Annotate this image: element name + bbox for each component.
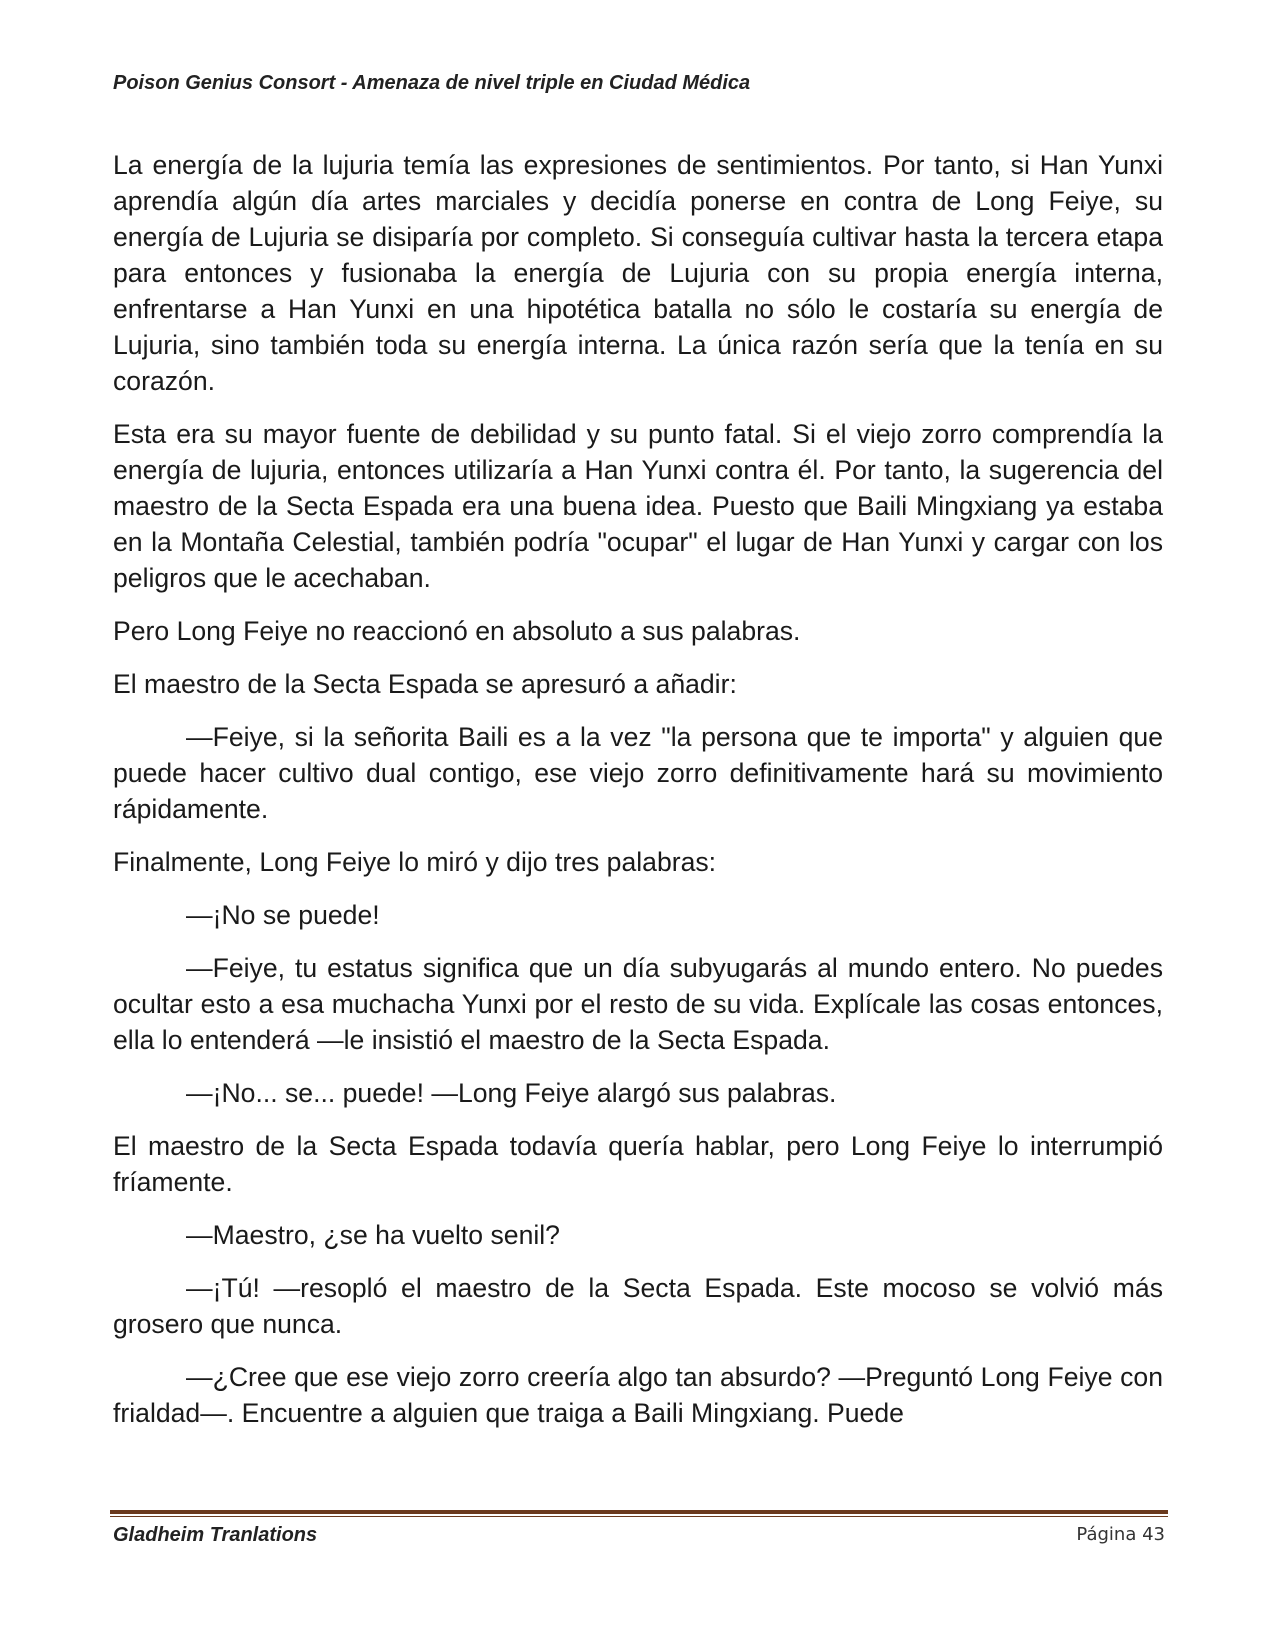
page-label: Página bbox=[1076, 1524, 1137, 1545]
footer-credit: Gladheim Tranlations bbox=[113, 1524, 318, 1546]
paragraph: El maestro de la Secta Espada todavía quería hablar, pero Long Feiye lo interrumpió fríamente. bbox=[113, 1131, 1163, 1197]
paragraph: La energía de la lujuria temía las expresiones de sentimientos. Por tanto, si Han Yunxi aprendía algún día artes marciales y decidía ponerse en contra de Long Feiye, su energía de Lujuria se disiparía por completo. Si conseguía cultivar hasta la tercera etapa para entonces y fusionaba la energía de Lujuria con su propia energía interna, enfrentarse a Han Yunxi en una hipotética batalla no sólo le costaría su energía de Lujuria, sino también toda su energía interna. La única razón sería que la tenía en su corazón. bbox=[113, 150, 1163, 396]
footer-rule-thin bbox=[110, 1516, 1168, 1517]
page-number bbox=[1076, 1524, 1165, 1545]
running-header: Poison Genius Consort - Amenaza de nivel triple en Ciudad Médica bbox=[113, 72, 751, 94]
paragraph: El maestro de la Secta Espada se apresuró a añadir: bbox=[113, 669, 737, 699]
dialogue-paragraph: —¡No se puede! bbox=[186, 900, 380, 930]
page-number-value: 43 bbox=[1142, 1524, 1165, 1545]
dialogue-paragraph: —¿Cree que ese viejo zorro creería algo tan absurdo? —Preguntó Long Feiye con frialdad—. Encuentre a alguien que traiga a Baili Mingxiang. Puede bbox=[113, 1362, 1163, 1428]
footer-rule bbox=[110, 1510, 1168, 1514]
paragraph: Pero Long Feiye no reaccionó en absoluto a sus palabras. bbox=[113, 616, 801, 646]
dialogue-paragraph: —Feiye, tu estatus significa que un día subyugarás al mundo entero. No puedes ocultar esto a esa muchacha Yunxi por el resto de su vida. Explícale las cosas entonces, ella lo entenderá —le insistió el maestro de la Secta Espada. bbox=[113, 953, 1163, 1055]
dialogue-paragraph: —¡No... se... puede! —Long Feiye alargó sus palabras. bbox=[186, 1078, 837, 1108]
dialogue-paragraph: —Maestro, ¿se ha vuelto senil? bbox=[186, 1220, 560, 1250]
dialogue-paragraph: —Feiye, si la señorita Baili es a la vez "la persona que te importa" y alguien que puede hacer cultivo dual contigo, ese viejo zorro definitivamente hará su movimiento rápidamente. bbox=[113, 722, 1163, 824]
paragraph: Finalmente, Long Feiye lo miró y dijo tres palabras: bbox=[113, 847, 717, 877]
dialogue-paragraph: —¡Tú! —resopló el maestro de la Secta Espada. Este mocoso se volvió más grosero que nunca. bbox=[113, 1273, 1163, 1339]
paragraph: Esta era su mayor fuente de debilidad y su punto fatal. Si el viejo zorro comprendía la energía de lujuria, entonces utilizaría a Han Yunxi contra él. Por tanto, la sugerencia del maestro de la Secta Espada era una buena idea. Puesto que Baili Mingxiang ya estaba en la Montaña Celestial, también podría "ocupar" el lugar de Han Yunxi y cargar con los peligros que le acechaban. bbox=[113, 419, 1163, 593]
page-body bbox=[113, 147, 1163, 1448]
